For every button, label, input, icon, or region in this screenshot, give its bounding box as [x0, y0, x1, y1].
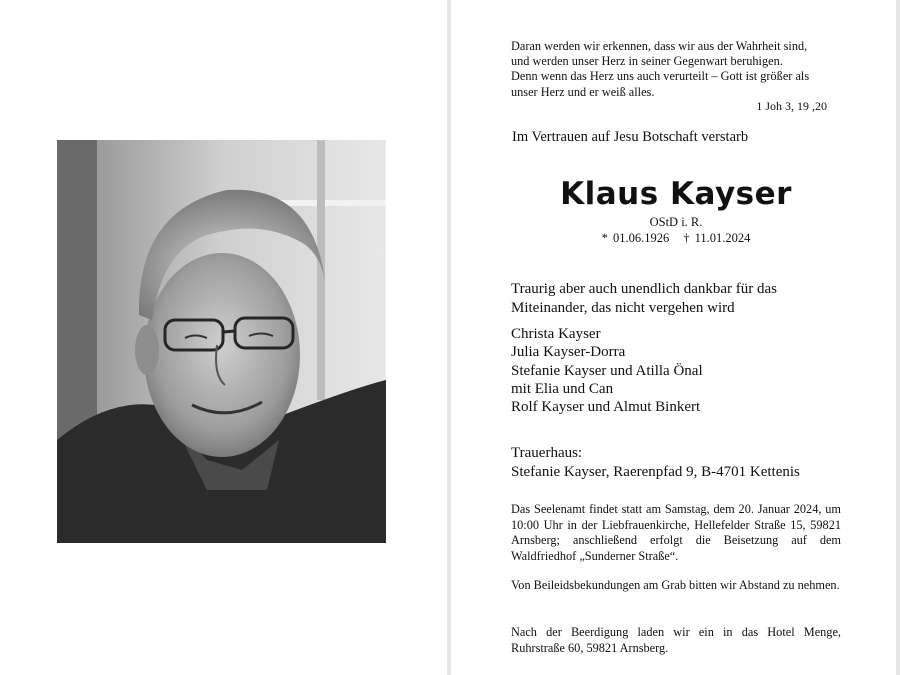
mourners-list: [511, 325, 846, 416]
quote-line: und werden unser Herz in seiner Gegenwart beruhigen.: [511, 54, 783, 69]
mourner-entry: Stefanie Kayser und Atilla Önal: [511, 362, 703, 379]
right-page: [451, 0, 896, 675]
mourning-house-title: Trauerhaus:: [511, 445, 583, 461]
death-date: † 11.01.2024: [683, 231, 751, 245]
life-dates: [511, 231, 841, 246]
mourning-line: Miteinander, das nicht vergehen wird: [511, 300, 735, 316]
mourner-entry: Rolf Kayser und Almut Binkert: [511, 399, 701, 416]
portrait-illustration: [57, 140, 386, 543]
quote-line: unser Herz und er weiß alles.: [511, 84, 655, 99]
reception-notice: Nach der Beerdigung laden wir ein in das Hotel Menge, Ruhrstraße 60, 59821 Arnsberg.: [511, 625, 841, 655]
portrait-photo: [57, 140, 386, 543]
mourning-text: [511, 280, 846, 318]
mourner-entry: mit Elia und Can: [511, 380, 614, 397]
deceased-title: OStD i. R.: [649, 215, 703, 229]
birth-date: * 01.06.1926: [601, 231, 670, 245]
intro-line: Im Vertrauen auf Jesu Botschaft verstarb: [512, 129, 749, 145]
bible-quote: [511, 39, 841, 100]
mourner-entry: Julia Kayser-Dorra: [511, 344, 626, 361]
left-page: [0, 0, 447, 675]
quote-line: Denn wenn das Herz uns auch verurteilt – Gott ist größer als: [511, 69, 810, 84]
mourning-line: Traurig aber auch unendlich dankbar für das: [511, 281, 778, 297]
quote-line: Daran werden wir erkennen, dass wir aus der Wahrheit sind,: [511, 39, 808, 53]
mourning-house-address: Stefanie Kayser, Raerenpfad 9, B-4701 Kettenis: [511, 464, 800, 480]
funeral-mass-notice: Das Seelenamt findet statt am Samstag, dem 20. Januar 2024, um 10:00 Uhr in der Liebfrauenkirche, Hellefelder Straße 15, 59821 Arnsberg; anschließend erfolgt die Beisetzung auf dem Waldfriedhof „Sunderner Straße“.: [511, 502, 841, 563]
condolence-notice: Von Beileidsbekundungen am Grab bitten wir Abstand zu nehmen.: [511, 578, 840, 592]
deceased-name: Klaus Kayser: [560, 176, 792, 212]
quote-reference: 1 Joh 3, 19 ,20: [756, 99, 827, 113]
mourner-entry: Christa Kayser: [511, 326, 601, 342]
